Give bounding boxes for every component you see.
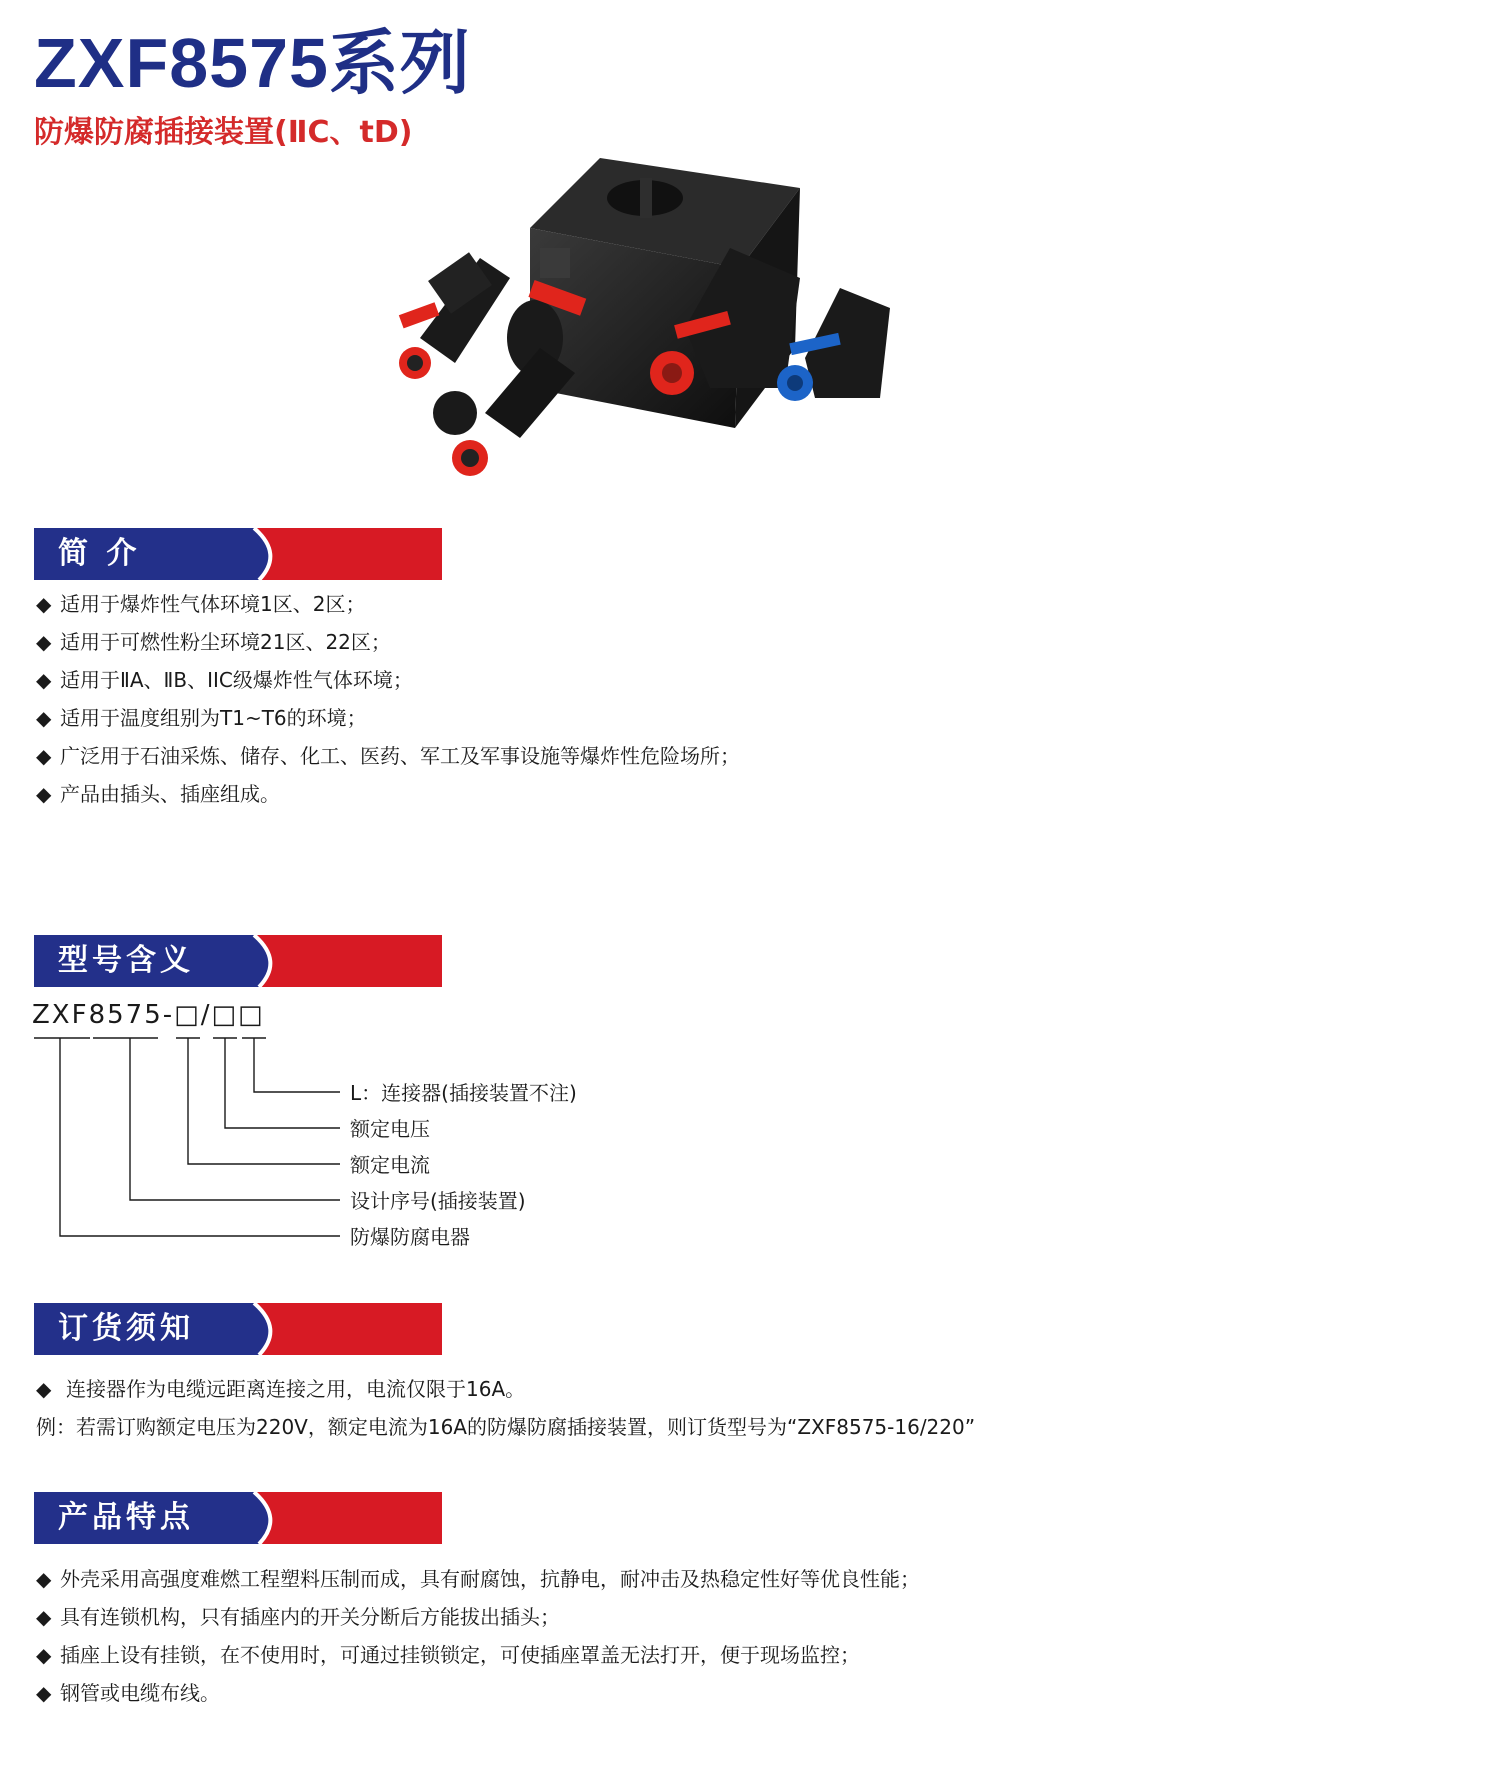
model-part-desc: 额定电流 bbox=[350, 1153, 430, 1177]
list-item: ◆ 产品由插头、插座组成。 bbox=[36, 775, 740, 813]
list-item: ◆ 广泛用于石油采炼、储存、化工、医药、军工及军事设施等爆炸性危险场所； bbox=[36, 737, 740, 775]
diamond-bullet-icon: ◆ bbox=[36, 1681, 52, 1705]
section-heading: 订货须知 bbox=[58, 1311, 194, 1346]
list-item: ◆ 插座上设有挂锁，在不使用时，可通过挂锁锁定，可使插座罩盖无法打开，便于现场监控； bbox=[36, 1636, 920, 1674]
diamond-bullet-icon: ◆ bbox=[36, 1605, 52, 1629]
diamond-bullet-icon: ◆ bbox=[36, 706, 52, 730]
diamond-bullet-icon: ◆ bbox=[36, 1377, 52, 1401]
diamond-bullet-icon: ◆ bbox=[36, 592, 52, 616]
diamond-bullet-icon: ◆ bbox=[36, 782, 52, 806]
features-list bbox=[36, 1560, 920, 1712]
diamond-bullet-icon: ◆ bbox=[36, 1567, 52, 1591]
intro-list bbox=[36, 585, 740, 813]
section-header-intro bbox=[34, 528, 442, 580]
section-heading: 简 介 bbox=[58, 536, 141, 571]
model-part-desc: 防爆防腐电器 bbox=[350, 1225, 470, 1249]
list-item: ◆ 适用于ⅡA、ⅡB、IIC级爆炸性气体环境； bbox=[36, 661, 740, 699]
list-item: ◆ 适用于可燃性粉尘环境21区、22区； bbox=[36, 623, 740, 661]
model-code: ZXF8575-□/□□ bbox=[32, 1000, 265, 1030]
list-item: ◆ 外壳采用高强度难燃工程塑料压制而成，具有耐腐蚀，抗静电，耐冲击及热稳定性好等优良性能； bbox=[36, 1560, 920, 1598]
order-note: ◆ 连接器作为电缆远距离连接之用，电流仅限于16A。 bbox=[36, 1370, 525, 1408]
model-part-desc: 设计序号(插接装置) bbox=[350, 1189, 526, 1213]
diamond-bullet-icon: ◆ bbox=[36, 744, 52, 768]
order-example: 例：若需订购额定电压为220V，额定电流为16A的防爆防腐插接装置，则订货型号为“ZXF8575-16/220” bbox=[36, 1415, 976, 1439]
model-part-desc: L：连接器(插接装置不注) bbox=[350, 1081, 577, 1105]
diamond-bullet-icon: ◆ bbox=[36, 1643, 52, 1667]
list-item: ◆ 适用于爆炸性气体环境1区、2区； bbox=[36, 585, 740, 623]
list-item: ◆ 具有连锁机构，只有插座内的开关分断后方能拔出插头； bbox=[36, 1598, 920, 1636]
page-subtitle: 防爆防腐插接装置(ⅡC、tD) bbox=[34, 115, 413, 150]
section-heading: 型号含义 bbox=[58, 943, 194, 978]
model-diagram-lines bbox=[0, 1026, 360, 1246]
model-part-desc: 额定电压 bbox=[350, 1117, 430, 1141]
list-item: ◆ 钢管或电缆布线。 bbox=[36, 1674, 920, 1712]
section-header-model bbox=[34, 935, 442, 987]
section-heading: 产品特点 bbox=[58, 1500, 194, 1535]
section-header-features bbox=[34, 1492, 442, 1544]
product-image bbox=[390, 158, 1020, 558]
list-item: ◆ 适用于温度组别为T1~T6的环境； bbox=[36, 699, 740, 737]
section-header-order bbox=[34, 1303, 442, 1355]
page-title: ZXF8575系列 bbox=[34, 24, 471, 102]
diamond-bullet-icon: ◆ bbox=[36, 630, 52, 654]
diamond-bullet-icon: ◆ bbox=[36, 668, 52, 692]
